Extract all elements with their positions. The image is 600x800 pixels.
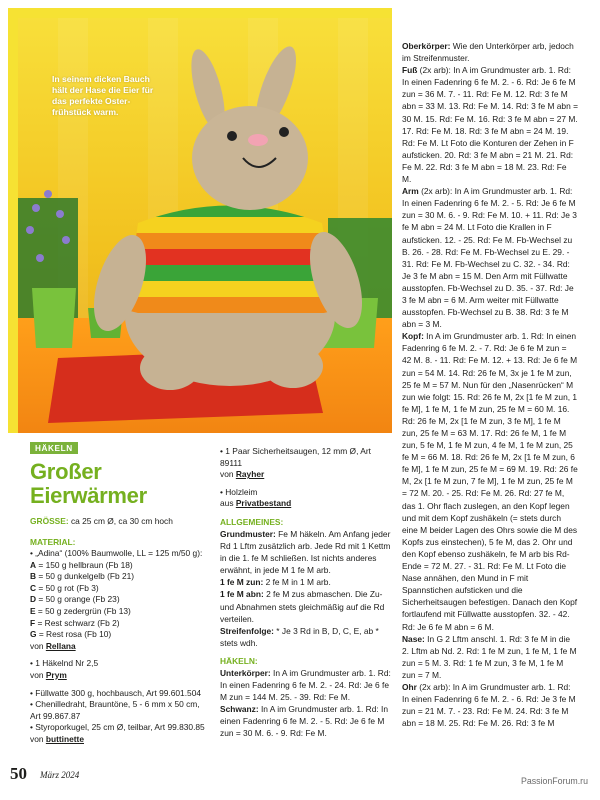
color-item: B = 50 g dunkelgelb (Fb 21) — [30, 571, 135, 582]
color-item: A = 150 g hellbraun (Fb 18) — [30, 559, 133, 570]
pattern-title: Großer Eierwärmer — [30, 459, 147, 508]
bunny-photo — [18, 18, 392, 433]
section-tag: HÄKELN — [30, 442, 78, 454]
page-number: 50 — [10, 764, 27, 783]
color-item: G = Rest rosa (Fb 10) — [30, 629, 112, 640]
brand-private: Privatbestand — [235, 498, 292, 509]
brand-prym: Prym — [45, 669, 67, 680]
instruction-paragraph: 1 fe M zun: 2 fe M in 1 M arb. — [220, 577, 331, 588]
crochet-label: HÄKELN: — [220, 655, 258, 666]
yarn-line: • „Adina“ (100% Baumwolle, LL = 125 m/50 g): — [30, 548, 203, 558]
material-label: MATERIAL: — [30, 537, 76, 547]
photo-frame — [8, 8, 392, 433]
brand-line: von Rayher — [220, 469, 265, 480]
site-watermark: PassionForum.ru — [521, 776, 588, 786]
brand-rellana: Rellana — [45, 640, 76, 651]
right-column — [402, 40, 578, 729]
instruction-paragraph: Kopf: In A im Grundmuster arb. 1. Rd: In einen Fadenring 6 fe M. 2. - 7. Rd: Je 6 fe M zun = 42 M. 8. - 11. Rd: Fe M. 12. + 13. Rd: Je 6 fe M zun = 54 M. 14. Rd: 26 fe M, 3x je 1 fe M zun, 25 fe M = 57 M. Nun für den „Nasenrücken“ M zun wie folgt: 15. Rd: 26 fe M, 2x [1 fe M zun, 1 fe M], 1 fe M, 1 fe M zun, 25 fe M = 60 M. 16. Rd: 26 fe M, 2x [1 fe M zun, 3 fe M], 1 fe M zun, 25 fe M = 63 M. 17. Rd: 26 fe M, 1 fe M zun, 5 fe M, 1 fe M zun, 4 fe M, 1 fe M zun, 25 fe M = 66 M. 18. Rd: 26 fe M, 2x [1 fe M zun, 6 fe M], 1 fe M zun, 25 fe M = 69 M. 19. Rd: 26 fe M, 2x [1 fe M zun, 7 fe M], 1 fe M zun, 25 fe M = 72 M. 20. - 25. Rd: Fe M. 26. Rd: 27 fe M, das 1. Ohr flach zuslegen, an den Kopf legen und mit dem Kopf zushäkeln (= stets durch eine M beider Lagen des Ohrs sowie die M des Kopfs zus einstechen), 5 fe M, das 2. Ohr und den Kopf ebenso zushäkeln, fe M arb bis Rd-Ende = 72 M. 27. - 31. Rd: Fe M. Lt Foto die Nase annähen, den Mund in F mit Spannstichen aufsticken und die Sicherheitsaugen befestigen. Danach den Kopf fortlaufend mit Füllwatte ausstopfen. 32. - 42. Rd: Je 6 fe M abn = 6 M. — [402, 331, 578, 632]
size-line — [30, 516, 212, 527]
instruction-paragraph: Fuß (2x arb): In A im Grundmuster arb. 1. Rd: In einen Fadenring 6 fe M. 2. - 6. Rd: Je 6 fe M zun = 36 M. 7. - 11. Rd: Fe M. 12. Rd: 3 fe M abn = 33 M. 13. Rd: Fe M. 14. Rd: 3 fe M abn = 30 M. 15. Rd: Fe M. 16. Rd: 3 fe M abn = 27 M. 17. Rd: Fe M. 18. Rd: 3 fe M abn = 24 M. 19. Rd: Fe M. Lt Foto die Konturen der Zehen in F aufsticken. 20. Rd: 3 fe M abn = 21 M. 21. Rd: Fe M. 22. Rd: 3 fe M abn = 18 M. 23. Rd: Fe M. — [402, 65, 578, 185]
color-list — [30, 560, 212, 641]
color-item: F = Rest schwarz (Fb 2) — [30, 617, 120, 628]
general-label: ALLGEMEINES: — [220, 516, 284, 527]
instruction-paragraph: Ohr (2x arb): In A im Grundmuster arb. 1. Rd: In einen Fadenring 6 fe M. 2. - 6. Rd: Je 3 fe M zun = 21 M. 7. - 23. Rd: Fe M. 24. Rd: 3 fe M abn = 18 M. 25. Rd: Fe M. 26. Rd: 3 fe M — [402, 681, 576, 729]
size-value: ca 25 cm Ø, ca 30 cm hoch — [70, 516, 173, 526]
hook-line: • 1 Häkelnd Nr 2,5 — [30, 658, 99, 669]
size-label: GRÖSSE: — [30, 516, 69, 526]
middle-column — [220, 446, 392, 739]
color-item: E = 50 g zedergrün (Fb 13) — [30, 605, 131, 616]
left-column — [30, 438, 212, 746]
brand-line: von Prym — [30, 669, 67, 680]
general-text — [220, 528, 392, 649]
instruction-paragraph: Nase: In G 2 Lftm anschl. 1. Rd: 3 fe M in die 2. Lftm ab Nd. 2. Rd: 1 fe M zun, 1 fe M, 1 fe M zun = 5 M. 3. Rd: 1 fe M zun, 3 fe M, 1 fe M zun = 7 M. — [402, 633, 577, 680]
photo-caption: In seinem dicken Bauch hält der Hase die Eier für das perfekte Oster-frühstück warm. — [52, 74, 154, 117]
crochet-text — [220, 667, 392, 740]
glue-line: • Holzleim — [220, 486, 258, 497]
brand-line: aus Privatbestand — [220, 498, 292, 509]
color-item: D = 50 g orange (Fb 23) — [30, 594, 120, 605]
brand-buttinette: buttinette — [45, 733, 84, 744]
instruction-paragraph: Streifenfolge: * Je 3 Rd in B, D, C, E, ab * stets wdh. — [220, 625, 379, 648]
instruction-paragraph: Oberkörper: Wie den Unterkörper arb, jedoch im Streifenmuster. — [402, 41, 574, 64]
eyes-line: • 1 Paar Sicherheitsaugen, 12 mm Ø, Art 89111 — [220, 446, 371, 468]
brand-line: von Rellana — [30, 640, 76, 651]
styro-line: • Styroporkugel, 25 cm Ø, teilbar, Art 99.830.85 — [30, 722, 205, 733]
instruction-paragraph: Arm (2x arb): In A im Grundmuster arb. 1. Rd: In einen Fadenring 6 fe M. 2. - 5. Rd: Je 6 fe M zun = 30 M. 6. - 9. Rd: Fe M. 10. + 11. Rd: Je 3 fe M abn = 24 M. Lt Foto die Krallen in F aufsticken. 12. - 25. Rd: Fe M. Fb-Wechsel zu B. 26. - 28. Rd: Fe M. Fb-Wechsel zu E. 29. - 31. Rd: Fe M. Fb-Wechsel zu C. 32. - 34. Rd: Je 3 fe M abn = 15 M. Den Arm mit Füllwatte ausstopfen. Fb-Wechsel zu D. 35. - 37. Rd: Je 3 fe M abn = 6 M. Arm weiter mit Füllwatte ausstopfen. Fb-Wechsel zu B. 38. Rd: 3 fe M abn = 3 M. — [402, 186, 577, 330]
instruction-paragraph: Schwanz: In A im Grundmuster arb. 1. Rd: In einen Fadenring 6 fe M. 2. - 5. Rd: Je 6 fe M zun = 30 M. 6. - 9. Rd: Fe M. — [220, 704, 389, 739]
chenille-line: • Chenilledraht, Brauntöne, 5 - 6 mm x 50 cm, Art 99.867.87 — [30, 699, 200, 721]
instruction-paragraph: 1 fe M abn: 2 fe M zus abmaschen. Die Zu- und Abnahmen stets gleichmäßig auf die Rd verteilen. — [220, 589, 385, 624]
instruction-paragraph: Unterkörper: In A im Grundmuster arb. 1. Rd: In einen Fadenring 6 fe M. 2. - 24. Rd: Je 6 fe M zun = 144 M. 25. - 39. Rd: Fe M. — [220, 667, 391, 703]
brand-rayher: Rayher — [235, 469, 265, 480]
instructions-text — [402, 40, 578, 729]
color-item: C = 50 g rot (Fb 3) — [30, 582, 99, 593]
fill-line: • Füllwatte 300 g, hochbausch, Art 99.601.504 — [30, 687, 202, 698]
brand-line: von buttinette — [30, 733, 84, 744]
issue-date: März 2024 — [40, 770, 80, 780]
instruction-paragraph: Grundmuster: Fe M häkeln. Am Anfang jeder Rd 1 Lftm zusätzlich arb. Jede Rd mit 1 Kettm in die 1. fe M schließen. Ist nichts anderes erwähnt, in jede M 1 fe M arb. — [220, 528, 391, 576]
